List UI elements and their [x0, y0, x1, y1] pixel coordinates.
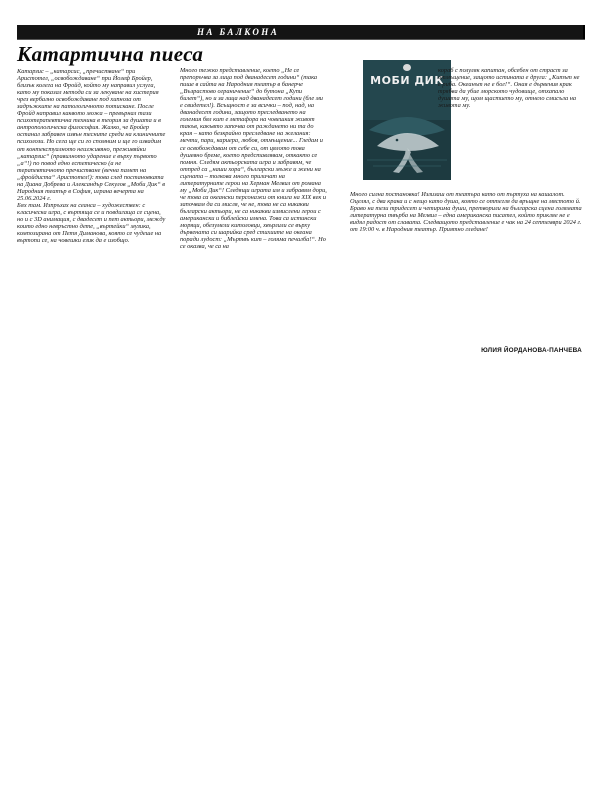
- article: [17, 25, 587, 354]
- poster-title: МОБИ ДИК: [370, 74, 444, 87]
- column-1: [17, 68, 167, 244]
- column-2: [180, 67, 327, 250]
- column-3-continued: [350, 191, 582, 233]
- author-signature: ЮЛИЯ ЙОРДАНОВА-ПАНЧЕВА: [481, 347, 582, 354]
- column-3-text: кораб с полуляк капитан, обсебен от страст за отмъщение, защото истината е друга: „Китът не е риба. Океанът не е бог!“. Оная е дървения крак трябва да убие морското чудовище, отхапало душата му, щом щастието му, отнело смисъла на живота му.: [438, 67, 580, 110]
- column-1-text-continued: Бях там. Изпръхах на сеанса – художествен: с класическа игра, с въртяща се и повдигаща се сцена, но и с 3D анимация, с двадесет и пет актьори, между които едно невръстно дете, „въртейки“ музика, композирана от Петя Диманова, която се чудеше на въртопи се, на човешки език да е изобщо.: [17, 201, 166, 245]
- column-2-text: Много тежко представление, което „Не се препоръчва за лица под дванадесет години“ (така пише в сайта на Народния театър в банерче „Възрастово ограничение“ до бутона „Купи билет“), но и за лица над дванадесет години (бле ми е свидетел!). Всъщност е за всички – под, над, на дванадесет години, защото преследването на големия бял кит е метафора на човешкия живот такъв, какъвто започва от раждането ни та до края – като безкрайно преследване на желания: мечти, пари, кариера, любов, отмъщение... Гледам и се освобождавам от себе си, от цялото това душевно бреме, което представлявам, откакто се помня. Следям актьорската игра и забравям, че отпред са „наши хора“, български мъже и жени на сцената – толкова много приличат на литературните герои на Херман Мелвил от романа му „Моби Дик“! Следящи играта им и забравям дори, че това са океански персонажи от книга на XIX век и започвам да си мисля, че не, това не са никакви български актьори, не са никакви измислени герои с американски и библейски имена. Това са истински моряци, обезумели китоловци, хвърлили се върху дървената си шарийка сред стихиите на океана поради лудост: „Мъртвъ кит – голяма печалба!“. Но се оказва, че са на: [180, 67, 327, 251]
- rubric-title: НА БАЛКОНА: [197, 27, 280, 37]
- column-3-text-continued: Много силна постановка! Излизаш от театъра като от пъртуха на кашалот. Оцелял, с два крака и с нещо като душа, която се оттегля да връщне на мястото й. Браво на тези тридесет и четирима души, претворили на българска сцена голямата литературна твърба на Мелвил – една американска писател, който прикляе не е видял радост от славата. Следващото представление е чак на 24 септември 2024 г. от 19:00 ч. в Народния театър. Приятно гледане!: [350, 191, 582, 234]
- column-3: [350, 67, 580, 111]
- rubric-bar: [17, 25, 585, 39]
- headline: Катартична пиеса: [17, 42, 204, 66]
- column-1-text: Катарзис – „катарсис, „пречистване“ при Аристотел, „освобождаване“ при Йозеф Бройер, близък колега на Фройд, който му направил услуга, като му показал метода си за лекуване на хистерия чрез вербално освобождаване под хипноза от задръжките на патологичното потискане. После Фройд направил каквото можа – превърнал тази психотерапевтична техника в теория за душата и в антропологическа философия. Жалко, че Бройер останал забравен извън тесните среди на клиничните психолози. Но сега ще си го спомним и ще го извадим от контекстуалното неизживяно, преживяйки „катарзис“ (правилното ударение е върху първото „а“!) по повод едно естетическо (а не терапевтичното пречистване (вечна памет на „фройдиста“ Аристотел!): това след постановката на Диана Добрева и Александър Секулов „Моби Дик“ в Народния театър в София, играна вечерта на 25.06.2024 г.: [17, 68, 166, 202]
